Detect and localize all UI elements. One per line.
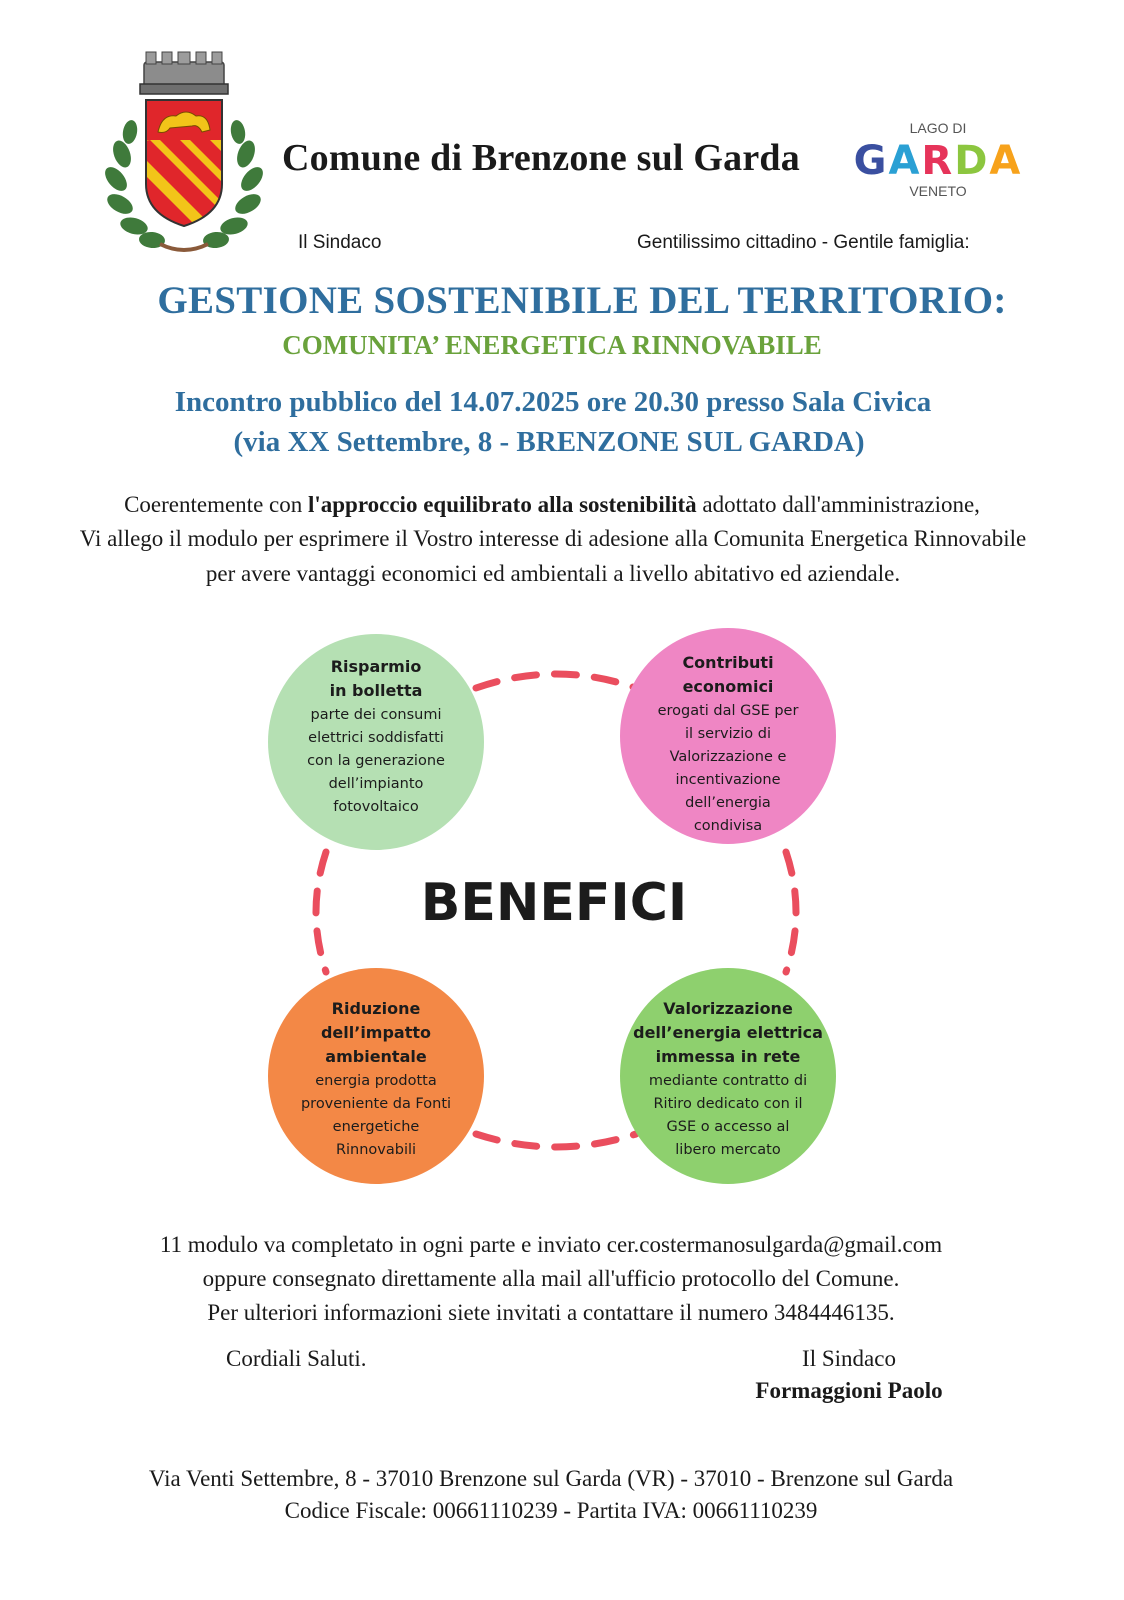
benefit-4-title-line: immessa in rete [655, 1047, 801, 1066]
meeting-line-1: Incontro pubblico del 14.07.2025 ore 20.30 presso Sala Civica [174, 386, 932, 418]
benefit-2-text-line: Valorizzazione e [669, 749, 787, 765]
logo-letter-2: A [888, 138, 922, 184]
benefit-2-text-line: incentivazione [675, 772, 781, 788]
comune-title: Comune di Brenzone sul Garda [282, 137, 800, 179]
benefit-3-text-line: energetiche [332, 1119, 420, 1135]
benefit-4-text-line: mediante contratto di [648, 1073, 808, 1089]
benefit-3-text-line: proveniente da Fonti [300, 1096, 452, 1112]
benefit-1-text-line: con la generazione [307, 753, 445, 769]
sindaco-label: Il Sindaco [298, 232, 382, 253]
benefit-3-text-line: Rinnovabili [335, 1142, 417, 1158]
benefit-circle-3 [268, 968, 484, 1184]
sub-title: COMUNITA’ ENERGETICA RINNOVABILE [282, 330, 822, 360]
outro-line-2: oppure consegnato direttamente alla mail all'ufficio protocollo del Comune. [202, 1266, 900, 1291]
benefit-1-text-line: dell’impianto [328, 776, 424, 792]
signature-title: Il Sindaco [802, 1346, 896, 1371]
greeting: Gentilissimo cittadino - Gentile famiglia: [637, 232, 970, 253]
benefit-1-title-line: in bolletta [329, 681, 423, 700]
benefits-diagram [256, 612, 856, 1212]
municipal-coat-of-arms [100, 44, 268, 256]
benefit-2-text-line: condivisa [693, 818, 763, 834]
outro-line-3: Per ulteriori informazioni siete invitati a contattare il numero 3484446135. [207, 1300, 895, 1325]
intro-line-1: Coerentemente con l'approccio equilibrato alla sostenibilità adottato dall'amministrazione, [124, 492, 980, 517]
benefit-4-title-line: Valorizzazione [663, 999, 793, 1018]
logo-letter-4: D [954, 138, 990, 184]
logo-main-text [854, 138, 1023, 184]
outro-line-1: 11 modulo va completato in ogni parte e inviato cer.costermanosulgarda@gmail.com [159, 1232, 943, 1257]
logo-letter-3: R [921, 138, 955, 184]
benefit-2-title-line: Contributi [682, 653, 774, 672]
footer-tax-codes: Codice Fiscale: 00661110239 - Partita IVA: 00661110239 [284, 1498, 818, 1523]
benefit-3-title-line: dell’impatto [320, 1023, 432, 1042]
intro-line-2: Vi allego il modulo per esprimere il Vostro interesse di adesione alla Comunita Energetica Rinnovabile [79, 526, 1027, 551]
benefit-4-title-line: dell’energia elettrica [633, 1023, 823, 1042]
closing-greeting: Cordiali Saluti. [226, 1346, 367, 1371]
logo-top-text: LAGO DI [909, 120, 967, 136]
intro-bold-phrase: l'approccio equilibrato alla sostenibilità [307, 492, 697, 517]
main-title: GESTIONE SOSTENIBILE DEL TERRITORIO: [157, 279, 1007, 322]
benefit-1-text-line: parte dei consumi [310, 707, 442, 723]
benefit-2-text-line: dell’energia [685, 795, 771, 811]
benefit-4-text-line: Ritiro dedicato con il [653, 1096, 803, 1112]
benefit-circle-4 [620, 968, 836, 1184]
benefit-1-text-line: elettrici soddisfatti [308, 730, 444, 746]
benefit-2-title-line: economici [682, 677, 774, 696]
benefit-1-title-line: Risparmio [330, 657, 422, 676]
benefit-3-title-line: ambientale [325, 1047, 427, 1066]
benefit-4-text-line: GSE o accesso al [666, 1119, 790, 1135]
intro-line-3: per avere vantaggi economici ed ambientali a livello abitativo ed aziendale. [205, 561, 901, 586]
benefit-4-text-line: libero mercato [675, 1142, 781, 1158]
benefit-3-title-line: Riduzione [331, 999, 421, 1018]
benefit-3-text-line: energia prodotta [315, 1073, 437, 1089]
logo-letter-1: G [853, 138, 889, 184]
benefit-circle-1 [268, 634, 484, 850]
benefit-circle-2 [620, 628, 836, 844]
signature-name: Formaggioni Paolo [755, 1378, 943, 1403]
benefit-2-text-line: erogati dal GSE per [657, 703, 799, 719]
meeting-line-2: (via XX Settembre, 8 - BRENZONE SUL GARDA) [233, 426, 865, 458]
diagram-center-title: BENEFICI [420, 873, 688, 933]
benefit-2-text-line: il servizio di [684, 726, 772, 742]
footer-address: Via Venti Settembre, 8 - 37010 Brenzone sul Garda (VR) - 37010 - Brenzone sul Garda [148, 1466, 954, 1491]
benefit-1-text-line: fotovoltaico [333, 799, 419, 815]
logo-letter-5: A [989, 138, 1023, 184]
logo-bottom-text: VENETO [909, 183, 967, 199]
lago-di-garda-logo [852, 112, 1032, 204]
